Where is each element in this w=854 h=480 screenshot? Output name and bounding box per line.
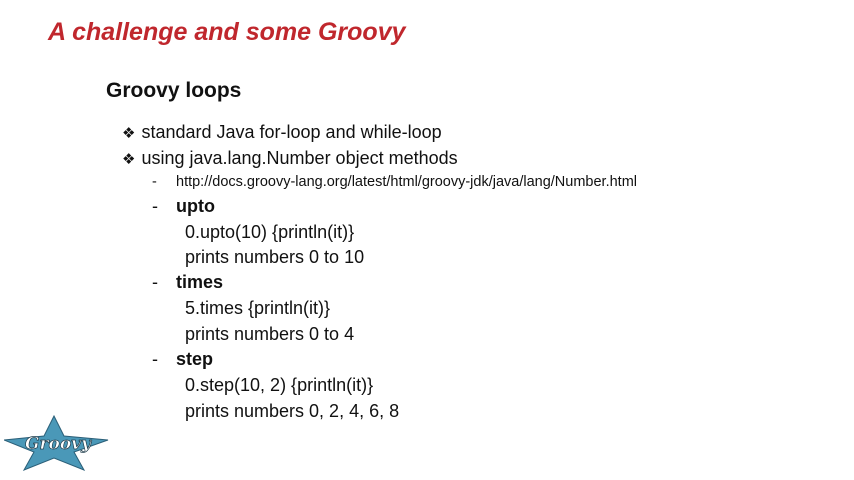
method-name: step — [176, 349, 214, 369]
groovy-logo-icon — [4, 414, 112, 472]
logo-text: Groovy — [25, 434, 91, 454]
doc-link-item — [152, 174, 637, 190]
doc-link[interactable]: http://docs.groovy-lang.org/latest/html/groovy-jdk/java/lang/Number.html — [176, 174, 637, 190]
dash-bullet: - — [152, 174, 157, 190]
diamond-bullet-icon: ❖ — [122, 124, 136, 142]
slide-title: A challenge and some Groovy — [48, 18, 406, 46]
bullet-text: using java.lang.Number object methods — [141, 148, 458, 168]
dash-bullet: - — [152, 196, 158, 216]
method-result: prints numbers 0 to 10 — [185, 247, 365, 267]
method-result: prints numbers 0, 2, 4, 6, 8 — [185, 401, 400, 421]
dash-bullet: - — [152, 272, 158, 292]
method-result: prints numbers 0 to 4 — [185, 324, 355, 344]
method-code: 0.upto(10) {println(it)} — [185, 222, 355, 242]
bullet-text: standard Java for-loop and while-loop — [141, 122, 442, 142]
slide-subtitle: Groovy loops — [106, 79, 242, 102]
method-name: upto — [176, 196, 215, 216]
method-item — [152, 349, 213, 370]
bullet-item — [122, 148, 458, 169]
method-name: times — [176, 272, 224, 292]
method-code: 0.step(10, 2) {println(it)} — [185, 375, 374, 395]
method-item — [152, 272, 223, 293]
bullet-item — [122, 122, 442, 143]
method-code: 5.times {println(it)} — [185, 298, 331, 318]
diamond-bullet-icon: ❖ — [122, 150, 136, 168]
dash-bullet: - — [152, 349, 158, 369]
method-item — [152, 196, 215, 217]
